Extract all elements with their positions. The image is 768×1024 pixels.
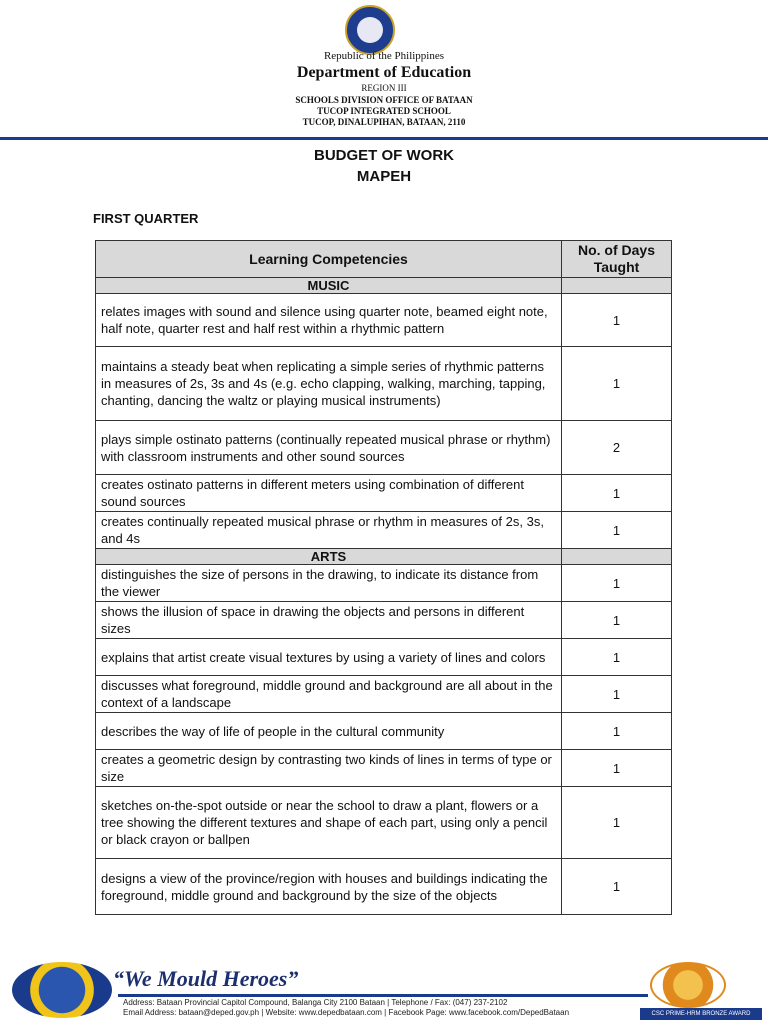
document-title: BUDGET OF WORK: [314, 147, 454, 164]
competency-cell: distinguishes the size of persons in the drawing, to indicate its distance from the viewer: [96, 565, 562, 602]
days-cell: 1: [562, 602, 672, 639]
deped-seal-logo: [345, 5, 395, 55]
table-row: [96, 512, 672, 549]
award-badge-icon: [650, 962, 726, 1008]
days-cell: 1: [562, 676, 672, 713]
days-cell: 1: [562, 750, 672, 787]
division-text: SCHOOLS DIVISION OFFICE OF BATAAN: [295, 95, 473, 105]
competency-cell: sketches on-the-spot outside or near the school to draw a plant, flowers or a tree showing the different textures and shape of each part, using only a pencil or black crayon or ballpen: [96, 787, 562, 859]
award-caption: CSC PRIME-HRM BRONZE AWARD: [640, 1008, 762, 1020]
table-row: [96, 639, 672, 676]
subject-title: MAPEH: [356, 168, 412, 185]
budget-table: [95, 240, 672, 915]
table-row: [96, 347, 672, 421]
table-row: [96, 565, 672, 602]
days-cell: 1: [562, 294, 672, 347]
days-cell: 1: [562, 347, 672, 421]
table-row: [96, 294, 672, 347]
days-cell: 1: [562, 565, 672, 602]
header-divider: [0, 137, 768, 140]
table-row: [96, 676, 672, 713]
section-days-blank: [562, 278, 672, 294]
department-title: Department of Education: [296, 64, 472, 81]
competency-cell: describes the way of life of people in the cultural community: [96, 713, 562, 750]
days-cell: 2: [562, 421, 672, 475]
competency-cell: plays simple ostinato patterns (continually repeated musical phrase or rhythm) with classroom instruments and other sound sources: [96, 421, 562, 475]
table-row: [96, 475, 672, 512]
days-cell: 1: [562, 713, 672, 750]
table-row: [96, 713, 672, 750]
footer-divider: [118, 994, 648, 997]
section-label-arts: ARTS: [96, 549, 562, 565]
competency-cell: shows the illusion of space in drawing the objects and persons in different sizes: [96, 602, 562, 639]
section-row-music: [96, 278, 672, 294]
days-cell: 1: [562, 859, 672, 915]
header-days: No. of Days Taught: [562, 241, 672, 278]
table-row: [96, 859, 672, 915]
republic-text: Republic of the Philippines: [323, 50, 445, 62]
days-cell: 1: [562, 512, 672, 549]
competency-cell: creates a geometric design by contrasting two kinds of lines in terms of type or size: [96, 750, 562, 787]
footer-contacts: Email Address: bataan@deped.gov.ph | Website: www.depedbataan.com | Facebook Page: www.facebook.com/DepedBataan: [123, 1008, 570, 1017]
deped-bataan-logo: [12, 962, 112, 1018]
table-row: [96, 421, 672, 475]
competency-cell: designs a view of the province/region with houses and buildings indicating the foreground, middle ground and background by the size of the objects: [96, 859, 562, 915]
days-cell: 1: [562, 475, 672, 512]
competency-cell: creates ostinato patterns in different meters using combination of different sound sources: [96, 475, 562, 512]
table-header-row: [96, 241, 672, 278]
competency-cell: maintains a steady beat when replicating a simple series of rhythmic patterns in measures of 2s, 3s and 4s (e.g. echo clapping, walking, marching, tapping, chanting, dancing the waltz or playing musical instruments): [96, 347, 562, 421]
competency-cell: relates images with sound and silence using quarter note, beamed eight note, half note, quarter rest and half rest within a rhythmic pattern: [96, 294, 562, 347]
competency-cell: explains that artist create visual textures by using a variety of lines and colors: [96, 639, 562, 676]
table-row: [96, 750, 672, 787]
quarter-heading: FIRST QUARTER: [93, 211, 199, 226]
school-name: TUCOP INTEGRATED SCHOOL: [317, 106, 451, 116]
table-row: [96, 787, 672, 859]
days-cell: 1: [562, 787, 672, 859]
footer-address: Address: Bataan Provincial Capitol Compound, Balanga City 2100 Bataan | Telephone / Fax: (047) 237-2102: [123, 998, 508, 1007]
days-cell: 1: [562, 639, 672, 676]
competency-cell: creates continually repeated musical phrase or rhythm in measures of 2s, 3s, and 4s: [96, 512, 562, 549]
competency-cell: discusses what foreground, middle ground and background are all about in the context of a landscape: [96, 676, 562, 713]
region-text: REGION III: [361, 83, 407, 93]
table-row: [96, 602, 672, 639]
section-label-music: MUSIC: [96, 278, 562, 294]
school-address: TUCOP, DINALUPIHAN, BATAAN, 2110: [302, 117, 466, 127]
section-days-blank: [562, 549, 672, 565]
section-row-arts: [96, 549, 672, 565]
motto-text: “We Mould Heroes”: [113, 966, 299, 991]
header-competencies: Learning Competencies: [96, 241, 562, 278]
